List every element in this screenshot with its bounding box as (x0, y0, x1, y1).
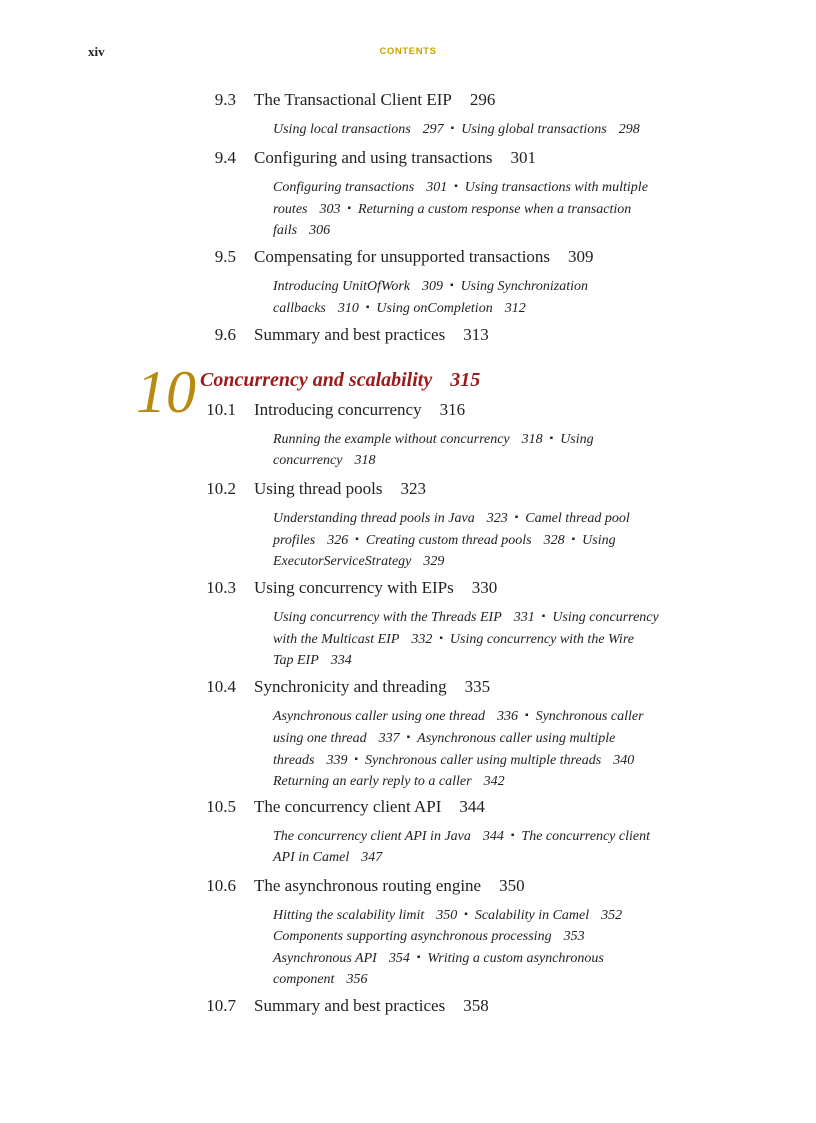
subsection-entry[interactable] (273, 533, 348, 548)
section-title (254, 147, 536, 169)
subsection-entry[interactable] (427, 951, 603, 966)
chapter-number: 10 (136, 359, 196, 425)
subsection-entry[interactable] (273, 202, 340, 217)
subsection-entry[interactable] (461, 279, 588, 294)
section-page: 350 (499, 876, 525, 895)
subsection-page: 340 (613, 753, 635, 768)
subsection-entry[interactable] (273, 829, 504, 844)
subsection-entry[interactable] (273, 850, 382, 865)
subsection-entry[interactable] (273, 279, 443, 294)
section-page: 335 (464, 677, 491, 696)
subsection-page: 352 (601, 908, 623, 923)
section-number: 9.3 (214, 90, 236, 109)
subsection-title: Asynchronous caller using one thread (273, 709, 486, 724)
bullet-separator: ▪ (439, 633, 443, 644)
section-page: 301 (510, 148, 536, 167)
subsection-entry[interactable] (273, 731, 400, 746)
subsection-entry[interactable] (475, 908, 622, 923)
subsection-list (273, 275, 693, 319)
subsection-title: Using onCompletion (376, 301, 493, 316)
subsection-title: Hitting the scalability limit (273, 908, 425, 923)
section-title (254, 577, 497, 599)
bullet-separator: ▪ (525, 710, 529, 721)
subsection-entry[interactable] (273, 122, 444, 137)
bullet-separator: ▪ (549, 433, 554, 444)
subsection-entry[interactable] (450, 632, 634, 647)
bullet-separator: ▪ (571, 534, 576, 545)
page-number: xiv (88, 44, 105, 59)
section-title (254, 399, 465, 421)
subsection-page: 332 (411, 632, 433, 647)
subsection-line (273, 551, 693, 572)
subsection-page: 337 (378, 731, 400, 746)
section-title (254, 246, 594, 268)
subsection-page: 339 (326, 753, 348, 768)
subsection-title: Asynchronous caller using multiple (417, 731, 616, 746)
subsection-title: Using local transactions (273, 122, 411, 137)
subsection-line (273, 529, 693, 551)
subsection-list (273, 176, 693, 241)
subsection-line (273, 176, 693, 198)
subsection-entry[interactable] (273, 908, 457, 923)
subsection-line (273, 727, 693, 749)
subsection-page: 298 (618, 122, 640, 137)
section-title-text: The asynchronous routing engine (254, 876, 482, 895)
subsection-title: callbacks (273, 301, 326, 316)
subsection-title: Using concurrency with the Wire (449, 632, 634, 647)
subsection-line (273, 118, 693, 140)
chapter-title-text: Concurrency and scalability (200, 369, 433, 391)
subsection-page: 312 (504, 301, 526, 316)
subsection-entry[interactable] (273, 223, 330, 238)
subsection-page: 334 (330, 653, 352, 668)
subsection-entry[interactable] (582, 533, 615, 548)
subsection-entry[interactable] (273, 951, 410, 966)
bullet-separator: ▪ (450, 280, 454, 291)
subsection-line (273, 825, 693, 847)
bullet-separator: ▪ (355, 534, 359, 545)
subsection-line (273, 904, 693, 926)
subsection-title: Scalability in Camel (474, 908, 590, 923)
subsection-title: profiles (273, 533, 316, 548)
section-number: 10.6 (206, 876, 236, 895)
subsection-title: Creating custom thread pools (365, 533, 532, 548)
subsection-entry[interactable] (560, 432, 593, 447)
chapter-page: 315 (450, 369, 481, 391)
subsection-line (273, 450, 693, 471)
bullet-separator: ▪ (450, 123, 455, 134)
section-title-text: Summary and best practices (254, 996, 446, 1015)
subsection-entry[interactable] (376, 301, 525, 316)
subsection-page: 354 (388, 951, 410, 966)
section-number: 10.5 (206, 797, 236, 816)
subsection-entry[interactable] (366, 533, 565, 548)
subsection-page: 303 (319, 202, 341, 217)
subsection-title: Using Synchronization (460, 279, 588, 294)
bullet-separator: ▪ (406, 732, 411, 743)
section-title-text: Summary and best practices (254, 325, 446, 344)
subsection-title: Asynchronous API (273, 951, 377, 966)
subsection-line (273, 275, 693, 297)
section-title (254, 995, 489, 1017)
section-title (254, 796, 485, 818)
subsection-title: Using global transactions (461, 122, 607, 137)
subsection-entry[interactable] (552, 610, 658, 625)
section-number: 9.6 (214, 325, 236, 344)
subsection-line (273, 650, 693, 671)
section-title (254, 478, 426, 500)
subsection-title: The concurrency client API in Java (273, 829, 471, 844)
subsection-line (273, 749, 693, 771)
subsection-title: Introducing UnitOfWork (273, 279, 411, 294)
subsection-entry[interactable] (273, 453, 375, 468)
subsection-title: Tap EIP (273, 653, 319, 668)
bullet-separator: ▪ (510, 830, 515, 841)
subsection-entry[interactable] (273, 929, 585, 944)
subsection-line (273, 606, 693, 628)
subsection-title: Returning an early reply to a caller (273, 774, 472, 789)
section-title-text: Synchronicity and threading (254, 677, 447, 696)
subsection-entry[interactable] (273, 301, 359, 316)
subsection-entry[interactable] (273, 511, 508, 526)
subsection-list (273, 606, 693, 671)
subsection-page: 342 (483, 774, 505, 789)
subsection-title: API in Camel (273, 850, 350, 865)
subsection-title: Writing a custom asynchronous (427, 951, 604, 966)
section-page: 344 (459, 797, 485, 816)
bullet-separator: ▪ (365, 302, 370, 313)
subsection-line (273, 969, 693, 990)
subsection-title: Returning a custom response when a transaction (358, 202, 632, 217)
bullet-separator: ▪ (464, 909, 468, 920)
subsection-line (273, 428, 693, 450)
section-title-text: The Transactional Client EIP (254, 90, 452, 109)
running-head: CONTENTS (379, 46, 437, 57)
subsection-line (273, 926, 693, 947)
subsection-entry[interactable] (536, 709, 644, 724)
bullet-separator: ▪ (514, 512, 519, 523)
section-title (254, 89, 495, 111)
subsection-entry[interactable] (525, 511, 629, 526)
subsection-page: 328 (543, 533, 565, 548)
subsection-title: Synchronous caller (535, 709, 644, 724)
subsection-list (273, 428, 693, 471)
subsection-entry[interactable] (417, 731, 615, 746)
subsection-title: Using concurrency with the Threads EIP (273, 610, 502, 625)
subsection-title: Understanding thread pools in Java (273, 511, 475, 526)
bullet-separator: ▪ (454, 181, 458, 192)
subsection-title: routes (273, 202, 308, 217)
section-number: 10.1 (206, 400, 236, 419)
subsection-title: Camel thread pool (525, 511, 630, 526)
subsection-page: 356 (346, 972, 368, 987)
subsection-entry[interactable] (273, 432, 543, 447)
subsection-entry[interactable] (273, 774, 505, 789)
subsection-line (273, 705, 693, 727)
subsection-page: 336 (497, 709, 519, 724)
subsection-page: 323 (486, 511, 508, 526)
subsection-line (273, 507, 693, 529)
subsection-entry[interactable] (273, 972, 367, 987)
subsection-line (273, 220, 693, 241)
subsection-title: Using transactions with multiple (464, 180, 648, 195)
subsection-title: Using (560, 432, 594, 447)
subsection-line (273, 771, 693, 792)
subsection-page: 306 (309, 223, 331, 238)
subsection-entry[interactable] (273, 180, 447, 195)
subsection-page: 326 (327, 533, 349, 548)
bullet-separator: ▪ (347, 203, 352, 214)
bullet-separator: ▪ (416, 952, 421, 963)
subsection-title: ExecutorServiceStrategy (273, 554, 412, 569)
subsection-list (273, 705, 693, 792)
subsection-entry[interactable] (273, 653, 352, 668)
subsection-entry[interactable] (521, 829, 650, 844)
section-number: 9.5 (214, 247, 236, 266)
subsection-title: fails (273, 223, 298, 238)
subsection-entry[interactable] (273, 610, 535, 625)
subsection-page: 309 (422, 279, 444, 294)
subsection-page: 344 (482, 829, 504, 844)
subsection-title: Synchronous caller using multiple threads (365, 753, 602, 768)
subsection-entry[interactable] (465, 180, 648, 195)
subsection-page: 350 (436, 908, 458, 923)
subsection-title: concurrency (273, 453, 343, 468)
subsection-entry[interactable] (365, 753, 634, 768)
subsection-page: 353 (563, 929, 585, 944)
subsection-list (273, 118, 693, 140)
subsection-list (273, 825, 693, 868)
section-number: 10.2 (206, 479, 236, 498)
section-title (254, 676, 490, 698)
subsection-title: Components supporting asynchronous processing (273, 929, 552, 944)
section-title (254, 324, 489, 346)
subsection-line (273, 198, 693, 220)
section-number: 10.4 (206, 677, 236, 696)
subsection-page: 310 (337, 301, 359, 316)
section-number: 10.3 (206, 578, 236, 597)
section-number: 9.4 (214, 148, 236, 167)
section-number: 10.7 (206, 996, 236, 1015)
section-title (254, 875, 525, 897)
subsection-page: 301 (426, 180, 448, 195)
section-page: 358 (463, 996, 489, 1015)
section-title-text: Using concurrency with EIPs (254, 578, 454, 597)
subsection-list (273, 507, 693, 572)
subsection-page: 331 (513, 610, 535, 625)
subsection-title: component (273, 972, 335, 987)
subsection-title: The concurrency client (521, 829, 650, 844)
subsection-entry[interactable] (358, 202, 631, 217)
subsection-line (273, 628, 693, 650)
subsection-page: 329 (423, 554, 445, 569)
section-title-text: Using thread pools (254, 479, 383, 498)
subsection-entry[interactable] (461, 122, 639, 137)
subsection-page: 297 (422, 122, 444, 137)
section-title-text: Introducing concurrency (254, 400, 422, 419)
subsection-title: Using (582, 533, 616, 548)
section-page: 316 (439, 400, 466, 419)
section-page: 323 (400, 479, 426, 498)
subsection-list (273, 904, 693, 990)
subsection-title: with the Multicast EIP (273, 632, 400, 647)
subsection-entry[interactable] (273, 554, 444, 569)
subsection-line (273, 947, 693, 969)
subsection-line (273, 847, 693, 868)
subsection-title: using one thread (273, 731, 367, 746)
subsection-entry[interactable] (273, 709, 518, 724)
bullet-separator: ▪ (354, 754, 359, 765)
subsection-title: Running the example without concurrency (273, 432, 510, 447)
subsection-title: threads (273, 753, 315, 768)
subsection-title: Using concurrency (552, 610, 659, 625)
section-page: 296 (469, 90, 496, 109)
subsection-page: 318 (354, 453, 376, 468)
subsection-line (273, 297, 693, 319)
chapter-title[interactable] (200, 369, 480, 392)
section-title-text: Compensating for unsupported transactions (254, 247, 551, 266)
subsection-entry[interactable] (273, 753, 347, 768)
bullet-separator: ▪ (541, 611, 546, 622)
section-page: 313 (463, 325, 489, 344)
subsection-title: Configuring transactions (273, 180, 415, 195)
subsection-entry[interactable] (273, 632, 432, 647)
subsection-page: 347 (361, 850, 383, 865)
section-page: 330 (471, 578, 498, 597)
section-page: 309 (568, 247, 594, 266)
section-title-text: Configuring and using transactions (254, 148, 493, 167)
section-title-text: The concurrency client API (254, 797, 442, 816)
subsection-page: 318 (521, 432, 543, 447)
